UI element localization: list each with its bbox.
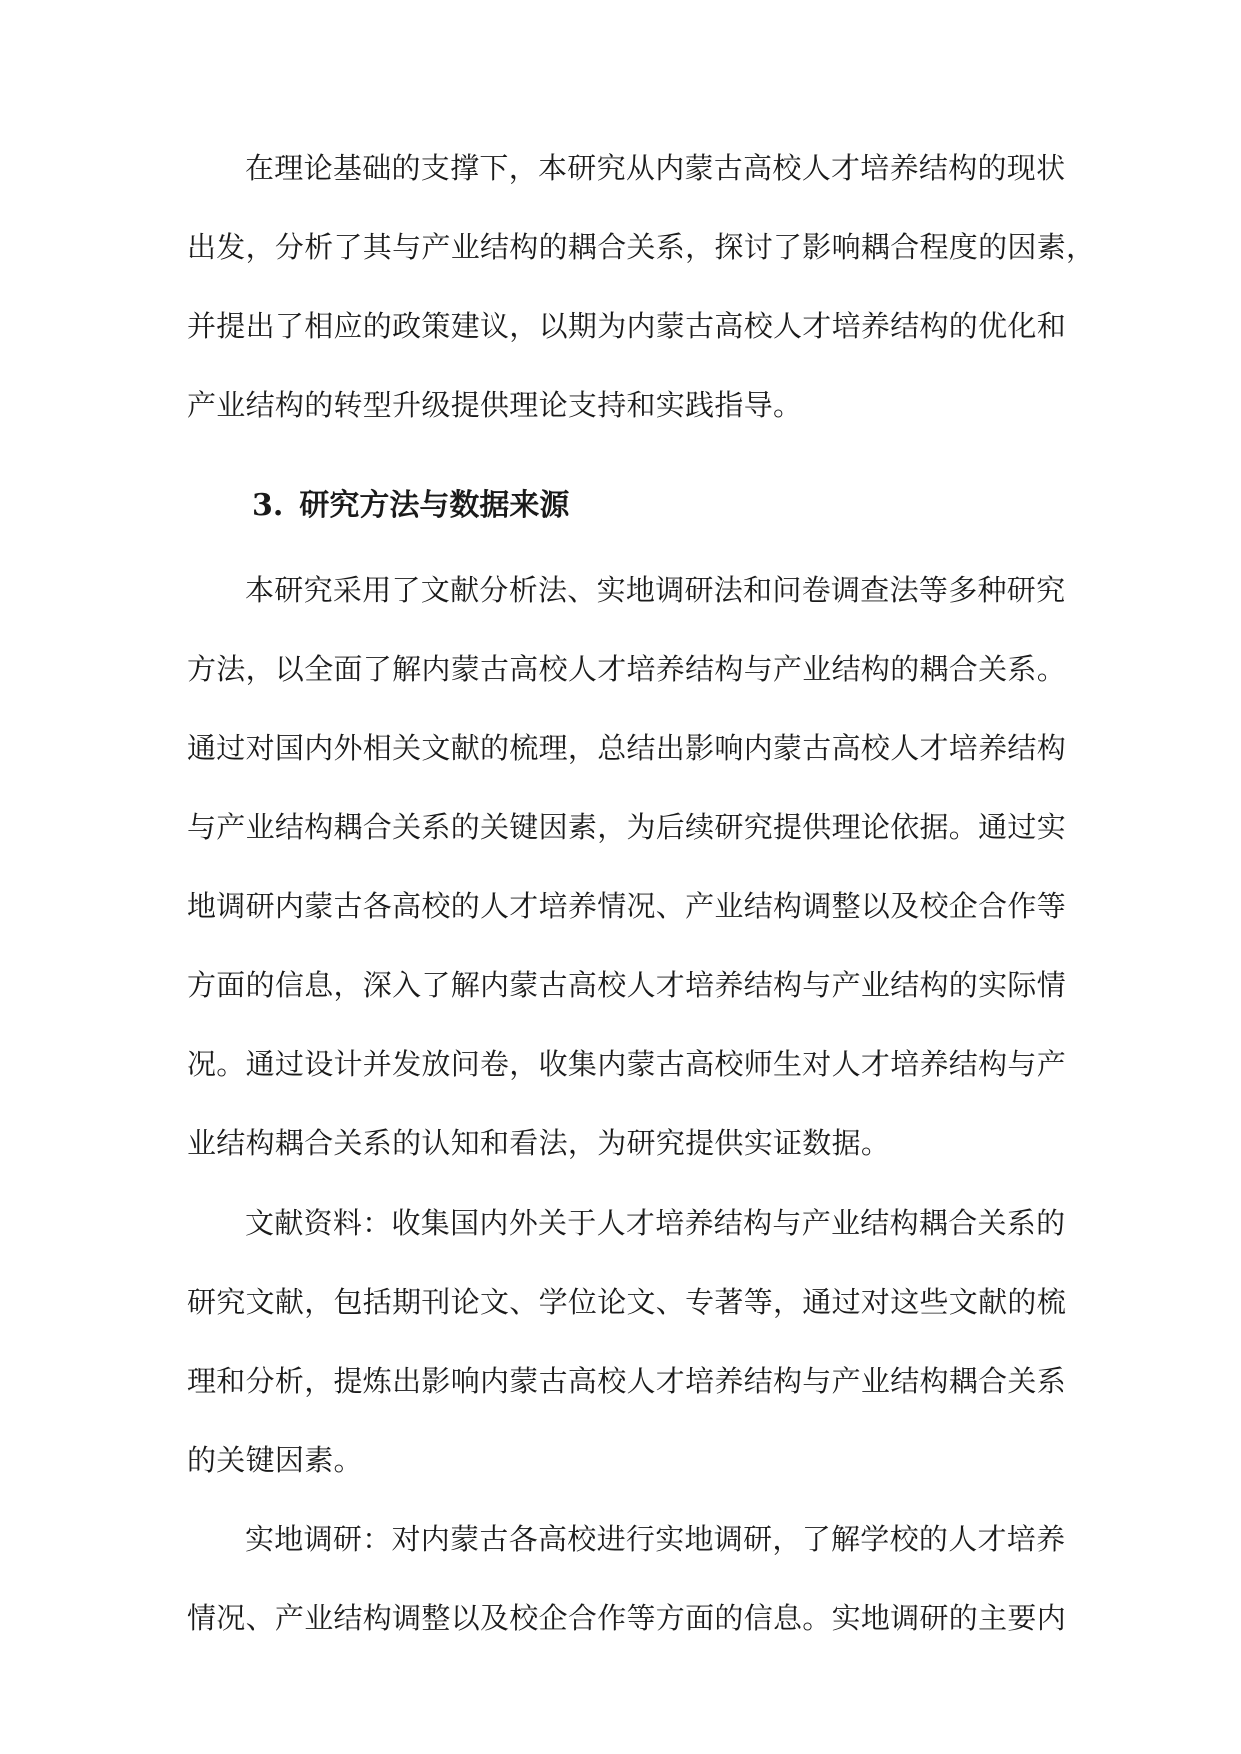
paragraph-line: 方法，以全面了解内蒙古高校人才培养结构与产业结构的耦合关系。	[187, 652, 1067, 686]
paragraph-line: 况。通过设计并发放问卷，收集内蒙古高校师生对人才培养结构与产	[187, 1047, 1067, 1081]
paragraph-line: 文献资料：收集国内外关于人才培养结构与产业结构耦合关系的	[245, 1206, 1066, 1240]
paragraph-line: 研究文献，包括期刊论文、学位论文、专著等，通过对这些文献的梳	[187, 1285, 1067, 1319]
paragraph-line: 理和分析，提炼出影响内蒙古高校人才培养结构与产业结构耦合关系	[187, 1364, 1067, 1398]
section-title: 研究方法与数据来源	[299, 488, 570, 523]
paragraph-line: 并提出了相应的政策建议，以期为内蒙古高校人才培养结构的优化和	[187, 309, 1067, 343]
paragraph-line: 通过对国内外相关文献的梳理，总结出影响内蒙古高校人才培养结构	[187, 731, 1067, 765]
section-number: 3.	[252, 488, 284, 523]
section-heading	[252, 486, 569, 526]
paragraph-line: 产业结构的转型升级提供理论支持和实践指导。	[187, 388, 803, 422]
paragraph-line: 在理论基础的支撑下，本研究从内蒙古高校人才培养结构的现状	[245, 151, 1066, 185]
paragraph-line: 出发，分析了其与产业结构的耦合关系，探讨了影响耦合程度的因素，	[187, 230, 1096, 264]
paragraph-line: 方面的信息，深入了解内蒙古高校人才培养结构与产业结构的实际情	[187, 968, 1067, 1002]
paragraph-line: 本研究采用了文献分析法、实地调研法和问卷调查法等多种研究	[245, 573, 1066, 607]
paragraph-line: 业结构耦合关系的认知和看法，为研究提供实证数据。	[187, 1126, 891, 1160]
paragraph-line: 与产业结构耦合关系的关键因素，为后续研究提供理论依据。通过实	[187, 810, 1067, 844]
paragraph-line: 情况、产业结构调整以及校企合作等方面的信息。实地调研的主要内	[187, 1601, 1067, 1635]
paragraph-line: 地调研内蒙古各高校的人才培养情况、产业结构调整以及校企合作等	[187, 889, 1067, 923]
paragraph-line: 实地调研：对内蒙古各高校进行实地调研，了解学校的人才培养	[245, 1522, 1066, 1556]
paragraph-line: 的关键因素。	[187, 1443, 363, 1477]
